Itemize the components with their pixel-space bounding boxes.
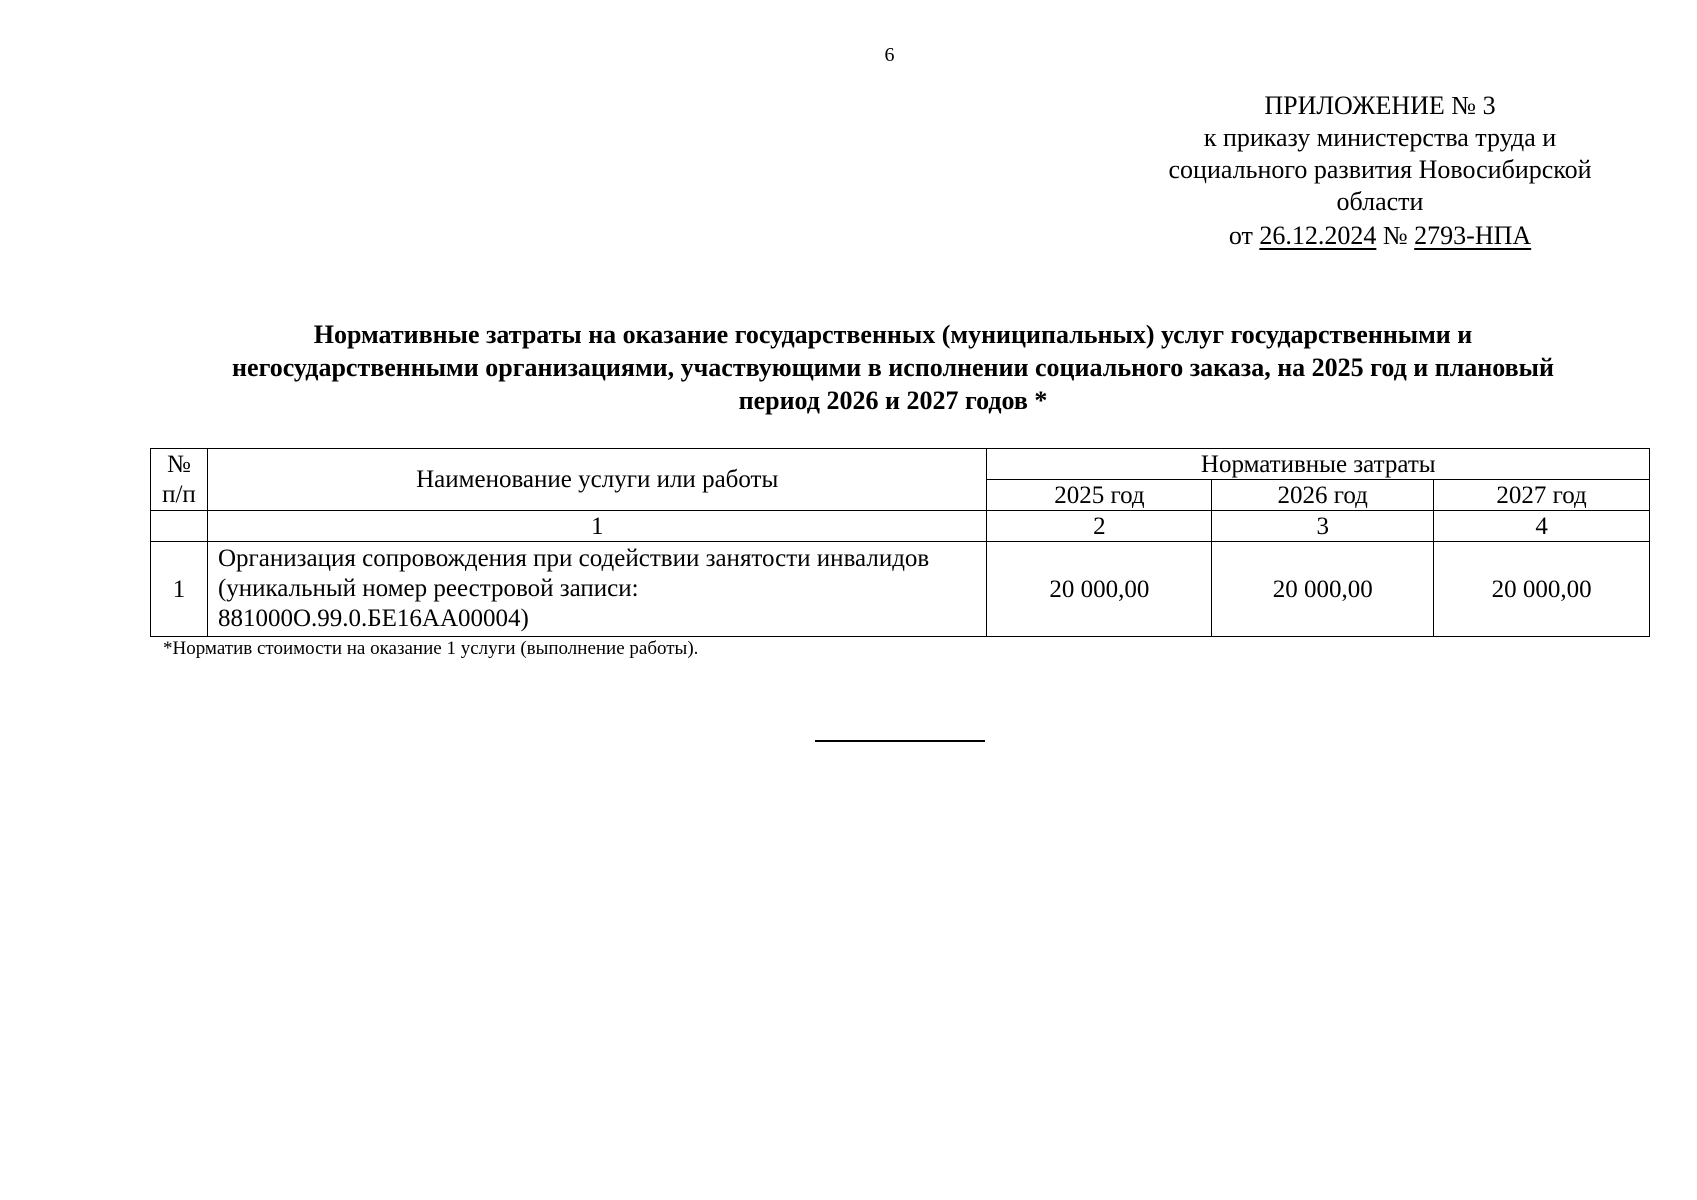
appendix-line: социального развития Новосибирской	[1168, 155, 1592, 184]
appendix-number-sign: №	[1382, 221, 1408, 250]
row-value-cell: 20 000,00	[1434, 542, 1650, 637]
index-cell: 1	[207, 511, 987, 542]
footnote: *Норматив стоимости на оказание 1 услуги (выполнение работы).	[163, 638, 699, 659]
row-name-line: 881000О.99.0.БЕ16АА00004)	[217, 605, 529, 632]
row-value-cell: 20 000,00	[987, 542, 1212, 637]
table-index-row	[151, 511, 1650, 542]
end-divider	[815, 740, 985, 742]
row-name-cell	[207, 542, 987, 637]
header-num-line: п/п	[162, 480, 196, 508]
document-title-line: негосударственными организациями, участвующими в исполнении социального заказа, на 2025 год и плановый	[232, 353, 1554, 382]
header-cell-year: 2026 год	[1212, 480, 1434, 511]
index-cell: 2	[987, 511, 1212, 542]
header-num-line: №	[167, 450, 191, 478]
header-cell-group: Нормативные затраты	[987, 449, 1650, 480]
document-title-line: период 2026 и 2027 годов *	[738, 386, 1048, 415]
document-title-line: Нормативные затраты на оказание государственных (муниципальных) услуг государственными и	[313, 320, 1473, 349]
normative-costs-table	[150, 448, 1650, 637]
table-header-row	[151, 449, 1650, 480]
appendix-from-label: от	[1228, 221, 1253, 250]
header-cell-year: 2027 год	[1434, 480, 1650, 511]
header-cell-name: Наименование услуги или работы	[207, 449, 987, 511]
header-cell-num	[151, 449, 208, 511]
appendix-title: ПРИЛОЖЕНИЕ № 3	[1264, 91, 1496, 120]
appendix-line: области	[1336, 187, 1424, 216]
appendix-order-number: 2793-НПА	[1414, 221, 1532, 250]
row-name-line: Организация сопровождения при содействии занятости инвалидов	[217, 545, 930, 572]
appendix-order-line	[1120, 220, 1640, 252]
index-cell	[151, 511, 208, 542]
index-cell: 4	[1434, 511, 1650, 542]
appendix-order-date: 26.12.2024	[1259, 221, 1377, 250]
row-name-line: (уникальный номер реестровой записи:	[217, 575, 639, 602]
appendix-line: к приказу министерства труда и	[1203, 123, 1557, 152]
header-cell-year: 2025 год	[987, 480, 1212, 511]
row-value-cell: 20 000,00	[1212, 542, 1434, 637]
row-num-cell: 1	[151, 542, 208, 637]
table-row	[151, 542, 1650, 637]
page-number: 6	[884, 44, 895, 66]
appendix-header	[1120, 90, 1640, 252]
document-title	[148, 318, 1638, 417]
index-cell: 3	[1212, 511, 1434, 542]
